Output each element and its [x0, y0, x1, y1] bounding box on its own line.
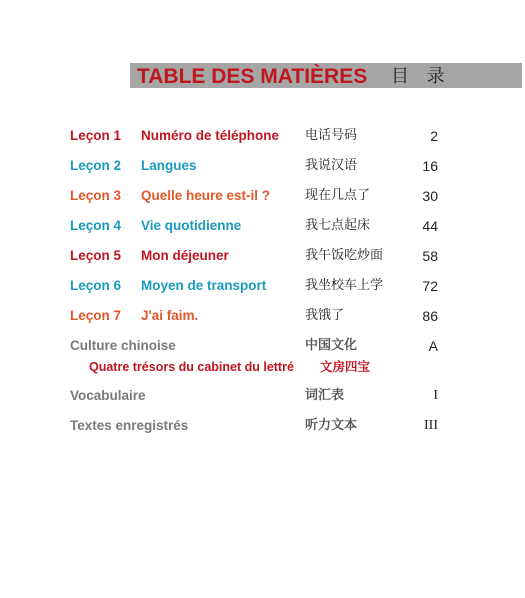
lesson-title: Quelle heure est-il ? [141, 188, 271, 203]
section-label: Vocabulaire [70, 388, 146, 403]
page-number: 16 [422, 158, 438, 174]
lesson-number: Leçon 3 [70, 188, 122, 203]
section-label-chinese: 听力文本 [305, 418, 358, 433]
lesson-title-chinese: 我说汉语 [305, 158, 358, 173]
culture-subtitle-chinese: 文房四宝 [320, 359, 371, 374]
lesson-number: Leçon 4 [70, 218, 122, 233]
page-number: 30 [422, 188, 438, 204]
lesson-number: Leçon 5 [70, 248, 122, 263]
toc-row-lesson-3[interactable] [0, 186, 525, 206]
toc-row-lesson-6[interactable] [0, 276, 525, 296]
page-number: 86 [422, 308, 438, 324]
lesson-number: Leçon 1 [70, 128, 122, 143]
toc-row-lesson-5[interactable] [0, 246, 525, 266]
lesson-title-chinese: 我坐校车上学 [305, 278, 384, 293]
page-title-chinese: 目 录 [391, 66, 451, 87]
lesson-title-chinese: 我饿了 [305, 308, 345, 323]
toc-row-lesson-2[interactable] [0, 156, 525, 176]
lesson-number: Leçon 7 [70, 308, 122, 323]
lesson-title-chinese: 我七点起床 [305, 218, 371, 233]
page-number: 2 [430, 128, 438, 144]
culture-subtitle: Quatre trésors du cabinet du lettré [89, 360, 294, 374]
toc-row-culture[interactable] [0, 336, 525, 356]
section-label: Culture chinoise [70, 338, 176, 353]
lesson-title-chinese: 现在几点了 [305, 188, 371, 203]
section-label-chinese: 词汇表 [305, 388, 345, 403]
page-number: A [428, 338, 438, 354]
lesson-title-chinese: 电话号码 [305, 128, 358, 143]
lesson-title: Numéro de téléphone [141, 128, 280, 143]
lesson-title: Moyen de transport [141, 278, 267, 293]
page-number: I [433, 388, 438, 403]
section-label: Textes enregistrés [70, 418, 189, 433]
lesson-title: Mon déjeuner [141, 248, 229, 263]
lesson-number: Leçon 2 [70, 158, 122, 173]
toc-row-lesson-1[interactable] [0, 126, 525, 146]
page-number: 44 [422, 218, 438, 234]
toc-row-recordings[interactable] [0, 416, 525, 436]
lesson-title-chinese: 我午饭吃炒面 [305, 248, 384, 263]
lesson-title: Langues [141, 158, 197, 173]
lesson-title: J'ai faim. [141, 308, 199, 323]
toc-row-vocabulary[interactable] [0, 386, 525, 406]
lesson-number: Leçon 6 [70, 278, 122, 293]
page-number: 72 [422, 278, 438, 294]
page-number: III [424, 418, 438, 433]
page-number: 58 [422, 248, 438, 264]
toc-row-lesson-4[interactable] [0, 216, 525, 236]
toc-row-lesson-7[interactable] [0, 306, 525, 326]
lesson-title: Vie quotidienne [141, 218, 242, 233]
page-title: TABLE DES MATIÈRES [137, 65, 368, 88]
section-label-chinese: 中国文化 [305, 338, 358, 353]
